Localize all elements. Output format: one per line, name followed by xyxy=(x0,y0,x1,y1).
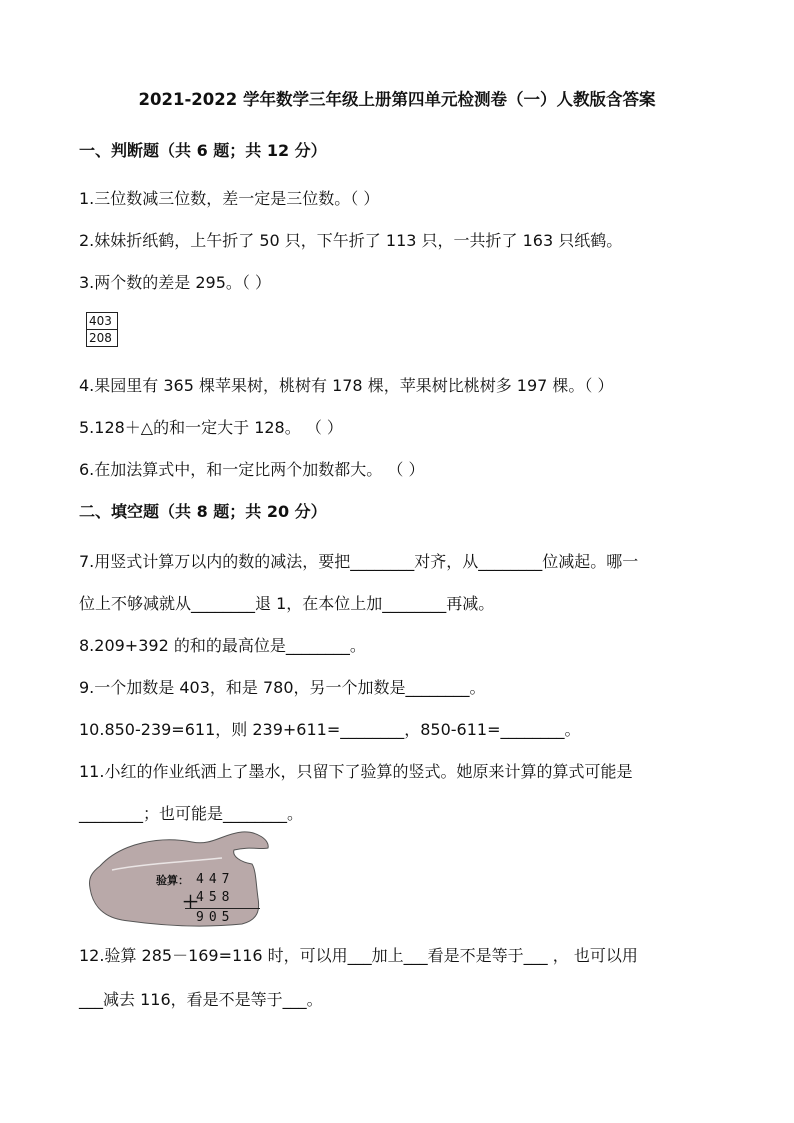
question-7-line-2: 位上不够减就从________退 1，在本位上加________再减。 xyxy=(79,594,495,613)
calc-plus-sign: ＋ xyxy=(182,893,199,913)
box-number-top: 403 xyxy=(89,314,112,328)
section-heading-fill-blank: 二、填空题（共 8 题；共 20 分） xyxy=(79,502,327,521)
calc-row-2: 458 xyxy=(196,890,235,905)
question-8: 8.209+392 的和的最高位是________。 xyxy=(79,636,366,655)
question-9: 9.一个加数是 403，和是 780，另一个加数是________。 xyxy=(79,678,486,697)
question-2: 2.妹妹折纸鹤，上午折了 50 只，下午折了 113 只，一共折了 163 只纸鹤。 xyxy=(79,231,623,250)
calc-label: 验算： xyxy=(156,874,189,887)
question-1: 1.三位数减三位数，差一定是三位数。（ ） xyxy=(79,189,380,208)
calc-result: 905 xyxy=(196,910,235,925)
question-10: 10.850-239=611，则 239+611=________，850-611=________。 xyxy=(79,720,581,739)
question-3: 3.两个数的差是 295。（ ） xyxy=(79,273,271,292)
question-7-line-1: 7.用竖式计算万以内的数的减法，要把________对齐，从________位减起。哪一 xyxy=(79,552,639,571)
question-11-line-1: 11.小红的作业纸洒上了墨水，只留下了验算的竖式。她原来计算的算式可能是 xyxy=(79,762,633,781)
question-11-line-2: ________；也可能是________。 xyxy=(79,804,304,823)
calc-divider xyxy=(185,908,260,909)
question-5: 5.128＋△的和一定大于 128。 （ ） xyxy=(79,418,343,437)
question-3-number-box xyxy=(86,312,118,347)
question-4: 4.果园里有 365 棵苹果树，桃树有 178 棵，苹果树比桃树多 197 棵。（ ） xyxy=(79,376,614,395)
section-heading-judgment: 一、判断题（共 6 题；共 12 分） xyxy=(79,141,327,160)
question-12-line-2: ___减去 116，看是不是等于___。 xyxy=(79,990,323,1009)
question-12-line-1: 12.验算 285－169=116 时，可以用___加上___看是不是等于___ ， 也可以用 xyxy=(79,946,638,965)
question-6: 6.在加法算式中，和一定比两个加数都大。 （ ） xyxy=(79,460,425,479)
box-number-bottom: 208 xyxy=(87,329,117,346)
page-title: 2021-2022 学年数学三年级上册第四单元检测卷（一）人教版含答案 xyxy=(138,90,656,109)
calc-row-1: 447 xyxy=(196,872,235,887)
